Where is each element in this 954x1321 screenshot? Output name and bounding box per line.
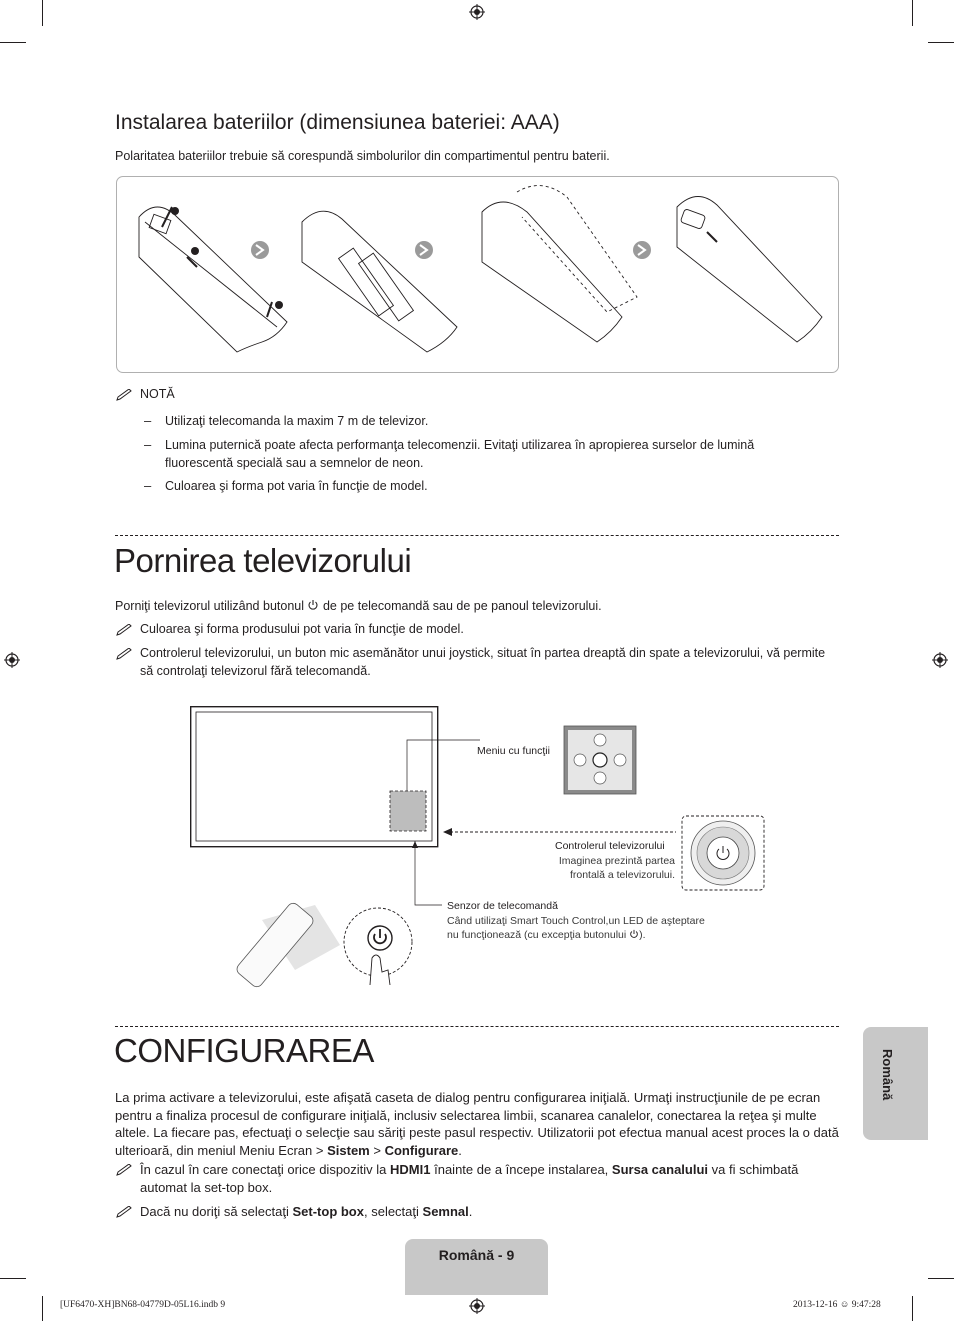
battery-illustration [116, 176, 839, 373]
menu-path-sistem: Sistem [327, 1142, 370, 1158]
sensor-desc-after: ). [639, 929, 646, 941]
setup-note-2 [140, 1203, 840, 1221]
note-pencil-icon [116, 624, 134, 636]
setup-note-1-after: va fi schimbată automat la set-top box. [140, 1162, 799, 1195]
section-divider [115, 535, 839, 536]
crop-mark [42, 1296, 43, 1321]
language-side-label: Română [880, 1049, 895, 1101]
sensor-desc-before: Când utilizaţi Smart Touch Control,un LED de aşteptare nu funcţionează (cu excepţia butonului [447, 915, 705, 941]
registration-mark-icon [469, 1298, 485, 1314]
setup-note-1-mid: înainte de a începe instalarea, [434, 1162, 609, 1177]
power-intro-after: de pe telecomandă sau de pe panoul televizorului. [322, 599, 602, 613]
hdmi1-label: HDMI1 [390, 1162, 431, 1177]
battery-note-1: Utilizaţi telecomanda la maxim 7 m de televizor. [165, 414, 429, 428]
crop-mark [0, 42, 26, 43]
period: . [458, 1142, 462, 1158]
print-slug-left: [UF6470-XH]BN68-04779D-05L16.indb 9 [60, 1300, 226, 1310]
note-pencil-icon [116, 389, 134, 401]
language-side-tab [863, 1027, 928, 1140]
menu-path-configurare: Configurare [384, 1142, 459, 1158]
setup-paragraph [115, 1089, 840, 1159]
setup-note-2-after: . [468, 1204, 473, 1219]
crop-mark [0, 1278, 26, 1279]
controller-title: Controlerul televizorului [555, 840, 665, 852]
power-note-2: Controlerul televizorului, un buton mic asemănător unui joystick, situat în partea dreaptă din spate a televizorului, vă permite să controlaţi televizorul fără telecomandă. [140, 646, 826, 678]
print-slug-right: 2013-12-16 ☺ 9:47:28 [793, 1300, 881, 1310]
page-number: Română - 9 [438, 1247, 515, 1263]
section-title-setup: CONFIGURAREA [114, 1032, 374, 1069]
setup-paragraph-text: La prima activare a televizorului, este afişată caseta de dialog pentru configurarea iniţială. Urmaţi instrucţiunile de pe ecran pentru a finaliza procesul de configurare iniţială, inclusiv selectarea limbii, scanarea canalelor, conectarea la reţea şi multe altele. La fiecare pas, efectuaţi o selecţie sau săriţi peste pasul respectiv. Utilizatorii pot efectua manual acest proces la o dată ulterioară, din meniul Meniu Ecran > [115, 1090, 839, 1158]
battery-note-2: Lumina puternică poate afecta performanţa telecomenzii. Evitaţi utilizarea în apropierea surselor de lumină fluorescentă specială sau a semnelor de neon. [165, 438, 755, 470]
set-top-box-label: Set-top box [292, 1204, 364, 1219]
registration-mark-icon [4, 652, 20, 668]
note-pencil-icon [116, 1206, 134, 1218]
batteries-intro: Polaritatea bateriilor trebuie să corespundă simbolurilor din compartimentul pentru baterii. [115, 149, 610, 163]
page-number-tab [405, 1239, 548, 1295]
section-title-batteries: Instalarea bateriilor (dimensiunea bateriei: AAA) [115, 111, 560, 134]
controller-desc: Imaginea prezintă partea frontală a televizorului. [558, 855, 675, 881]
power-intro-before: Porniţi televizorul utilizând butonul [115, 599, 304, 613]
note-pencil-icon [116, 1164, 134, 1176]
battery-note-3: Culoarea şi forma pot varia în funcţie de model. [165, 479, 428, 493]
power-intro [115, 598, 835, 616]
menu-label: Meniu cu funcţii [477, 745, 550, 757]
channel-source-label: Sursa canalului [611, 1162, 709, 1177]
sensor-title: Senzor de telecomandă [447, 900, 558, 912]
crop-mark [928, 1278, 954, 1279]
registration-mark-icon [469, 4, 485, 20]
note-label: NOTĂ [140, 387, 175, 401]
list-bullet: – [144, 413, 152, 428]
setup-note-1 [140, 1161, 840, 1196]
setup-note-2-mid: , selectaţi [363, 1204, 419, 1219]
registration-mark-icon [932, 652, 948, 668]
crop-mark [928, 42, 954, 43]
setup-note-2-before: Dacă nu doriţi să selectaţi [140, 1204, 289, 1219]
crop-mark [912, 1296, 913, 1321]
setup-note-1-before: În cazul în care conectaţi orice dispozitiv la [140, 1162, 387, 1177]
battery-steps-figure [117, 177, 838, 372]
list-bullet: – [144, 478, 152, 493]
power-note-1: Culoarea şi forma produsului pot varia în funcţie de model. [140, 622, 464, 636]
power-icon [629, 929, 639, 939]
power-icon [307, 599, 319, 611]
signal-label: Semnal [422, 1204, 469, 1219]
sensor-desc [447, 914, 717, 942]
crop-mark [42, 0, 43, 26]
section-title-power: Pornirea televizorului [114, 542, 412, 579]
crop-mark [912, 0, 913, 26]
list-bullet: – [144, 437, 152, 452]
menu-separator: > [373, 1142, 381, 1158]
section-divider [115, 1026, 839, 1027]
note-pencil-icon [116, 648, 134, 660]
